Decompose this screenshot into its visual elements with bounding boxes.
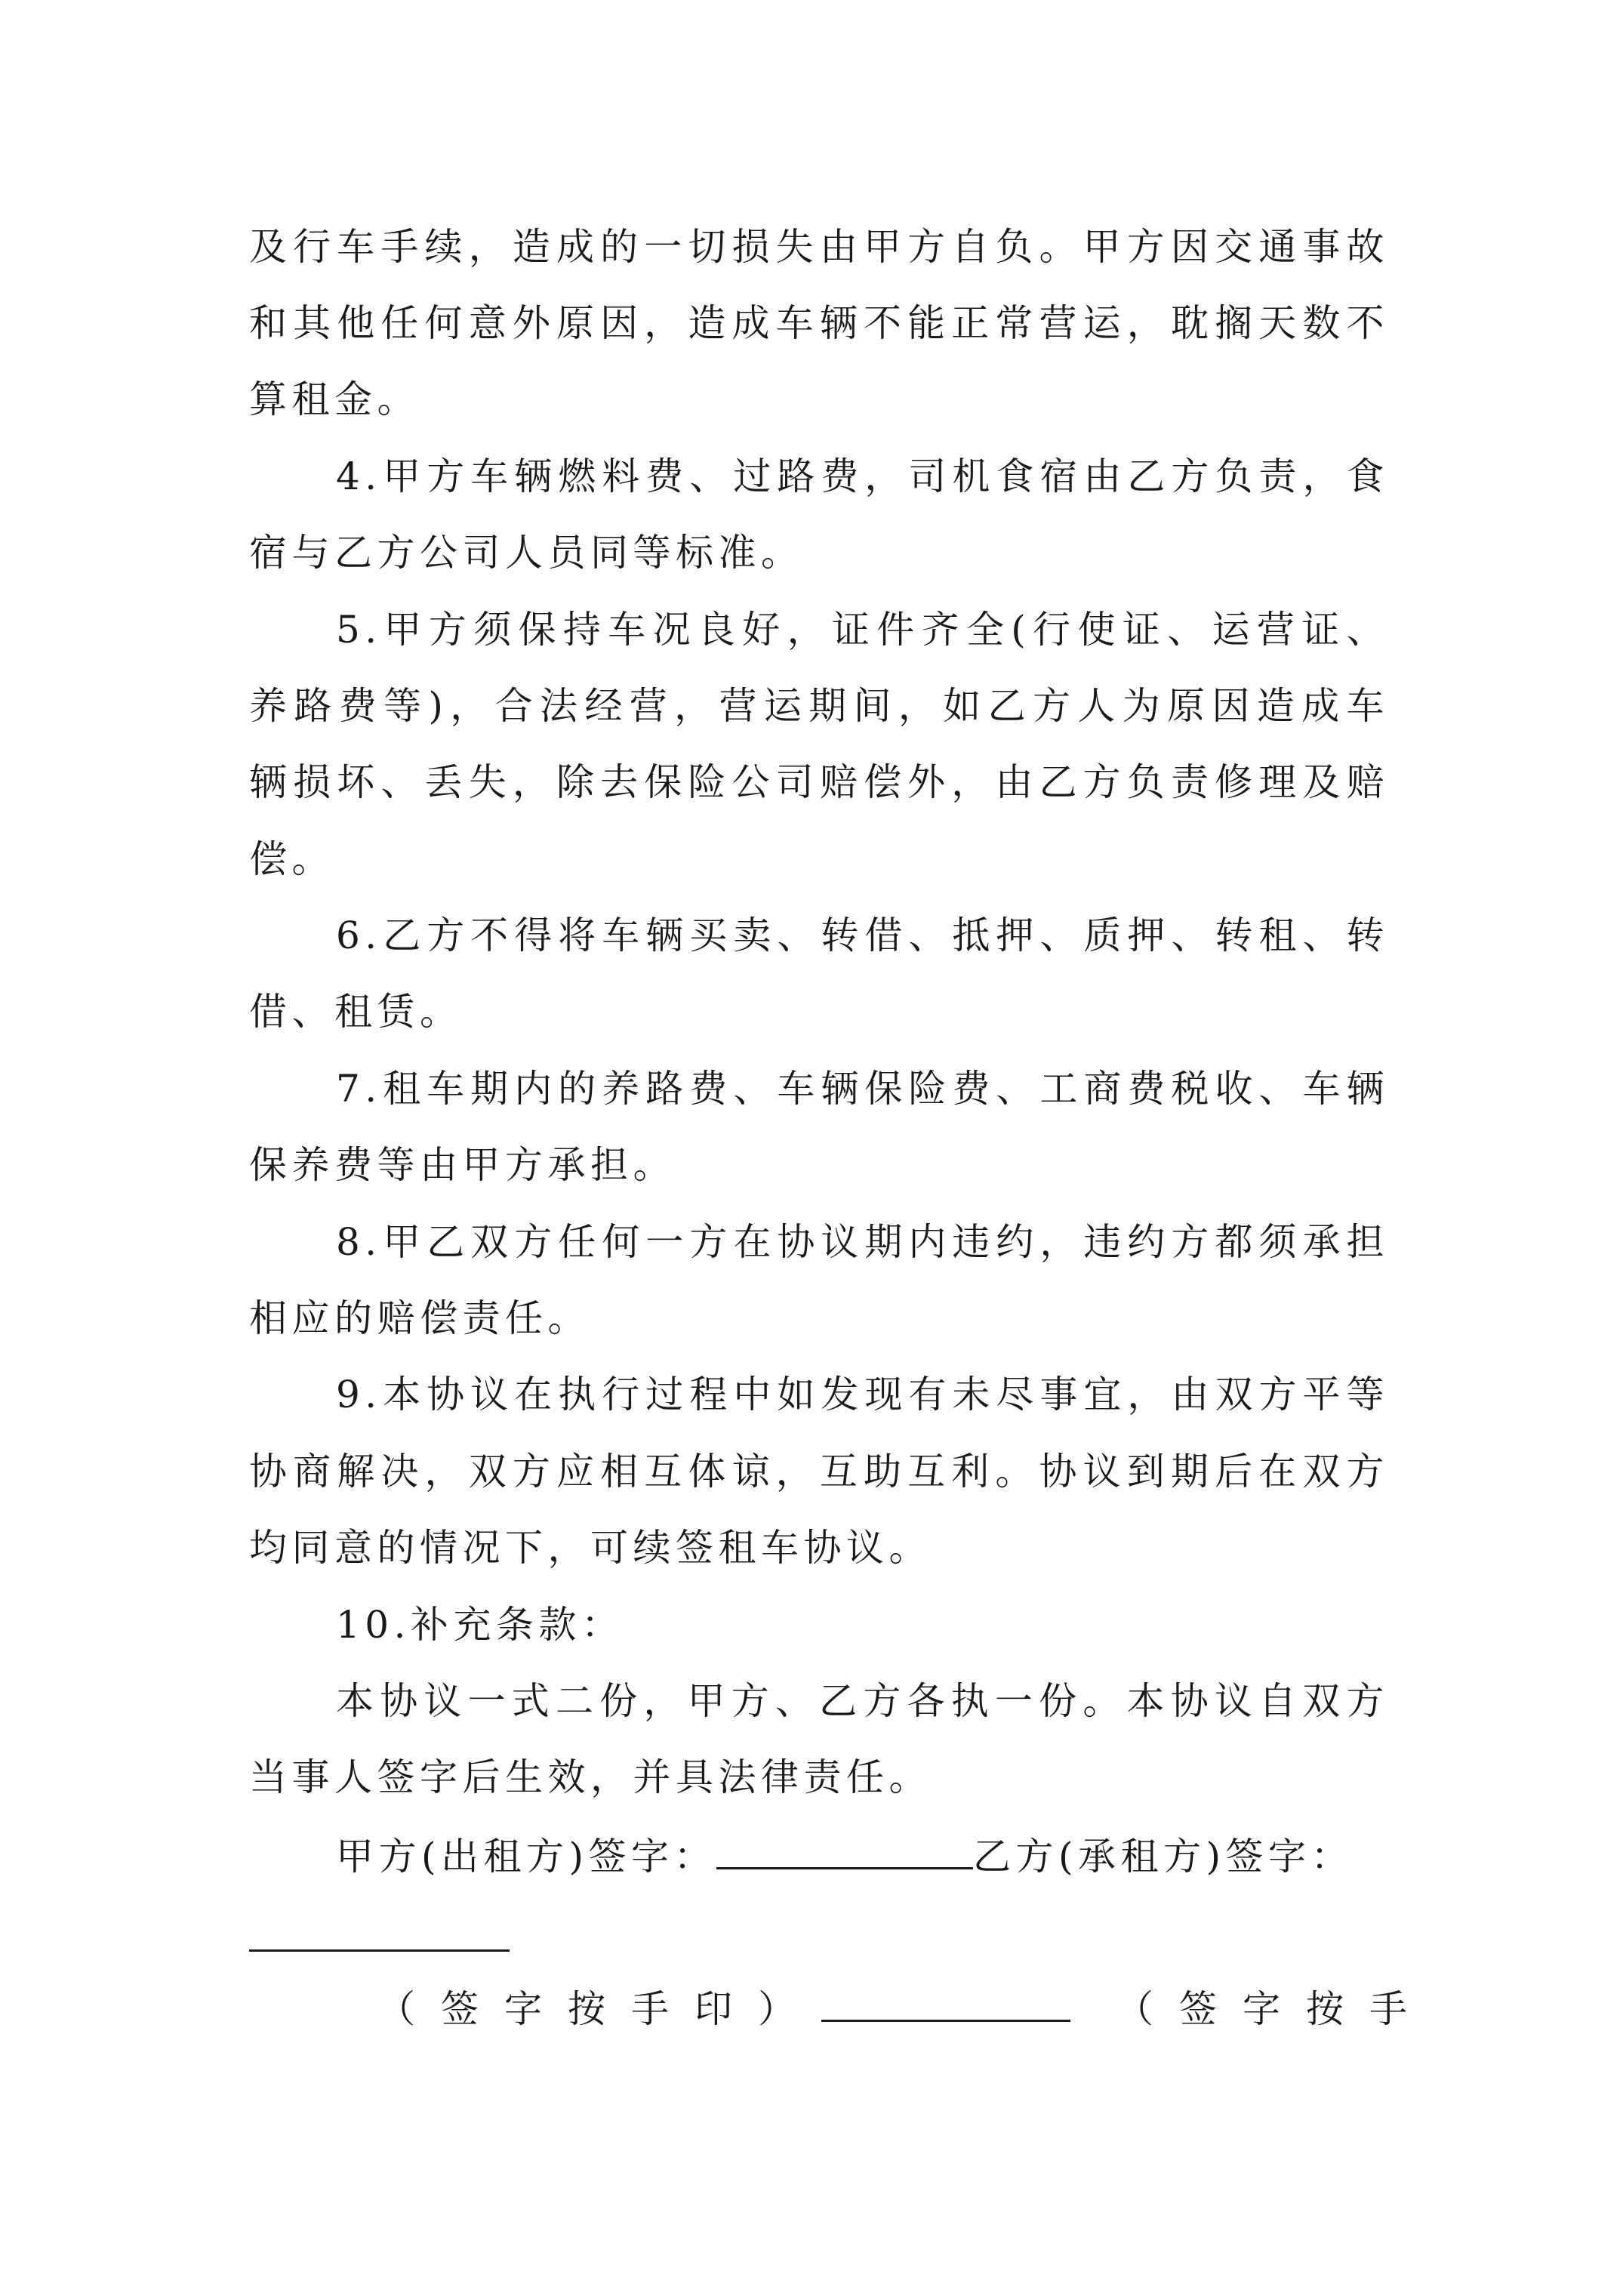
clause-7-line-1: 7.租车期内的养路费、车辆保险费、工商费税收、车辆 xyxy=(336,1067,1389,1111)
clause-4-line-1: 4.甲方车辆燃料费、过路费，司机食宿由乙方负责，食 xyxy=(336,455,1389,498)
signature-row xyxy=(336,1828,1389,1881)
text-line-1: 及行车手续，造成的一切损失由甲方自负。甲方因交通事故 xyxy=(249,225,1389,269)
seal-label-right: （签字按手 xyxy=(1116,1987,1433,2031)
party-b-signature-blank[interactable] xyxy=(249,1949,510,1952)
clause-5-line-4: 偿。 xyxy=(249,837,334,881)
closing-line-1: 本协议一式二份，甲方、乙方各执一份。本协议自双方 xyxy=(336,1679,1389,1723)
clause-9-line-3: 均同意的情况下，可续签租车协议。 xyxy=(249,1526,932,1570)
clause-6-line-2: 借、租赁。 xyxy=(249,990,463,1034)
party-a-signature-label: 甲方(出租方)签字： xyxy=(336,1835,717,1878)
clause-4-line-2: 宿与乙方公司人员同等标准。 xyxy=(249,531,804,575)
clause-5-line-2: 养路费等)，合法经营，营运期间，如乙方人为原因造成车 xyxy=(249,684,1389,728)
clause-9-line-2: 协商解决，双方应相互体谅，互助互利。协议到期后在双方 xyxy=(249,1450,1389,1493)
clause-5-line-1: 5.甲方须保持车况良好，证件齐全(行使证、运营证、 xyxy=(336,608,1389,652)
clause-8-line-2: 相应的赔偿责任。 xyxy=(249,1296,590,1340)
text-line-2: 和其他任何意外原因，造成车辆不能正常营运，耽搁天数不 xyxy=(249,301,1389,345)
party-b-signature-label: 乙方(承租方)签字： xyxy=(973,1835,1354,1878)
seal-label-left: （签字按手印） xyxy=(377,1987,821,2031)
party-a-signature-blank[interactable] xyxy=(716,1828,973,1869)
clause-5-line-3: 辆损坏、丢失，除去保险公司赔偿外，由乙方负责修理及赔 xyxy=(249,760,1389,804)
text-line-3: 算租金。 xyxy=(249,378,420,421)
clause-8-line-1: 8.甲乙双方任何一方在协议期内违约，违约方都须承担 xyxy=(336,1220,1389,1264)
closing-line-2: 当事人签字后生效，并具法律责任。 xyxy=(249,1755,932,1799)
seal-row xyxy=(377,1980,1433,2033)
seal-blank-left[interactable] xyxy=(821,1980,1070,2022)
clause-6-line-1: 6.乙方不得将车辆买卖、转借、抵押、质押、转租、转 xyxy=(336,914,1389,957)
clause-7-line-2: 保养费等由甲方承担。 xyxy=(249,1143,676,1187)
clause-10-heading: 10.补充条款： xyxy=(336,1603,624,1647)
clause-9-line-1: 9.本协议在执行过程中如发现有未尽事宜，由双方平等 xyxy=(336,1373,1389,1416)
